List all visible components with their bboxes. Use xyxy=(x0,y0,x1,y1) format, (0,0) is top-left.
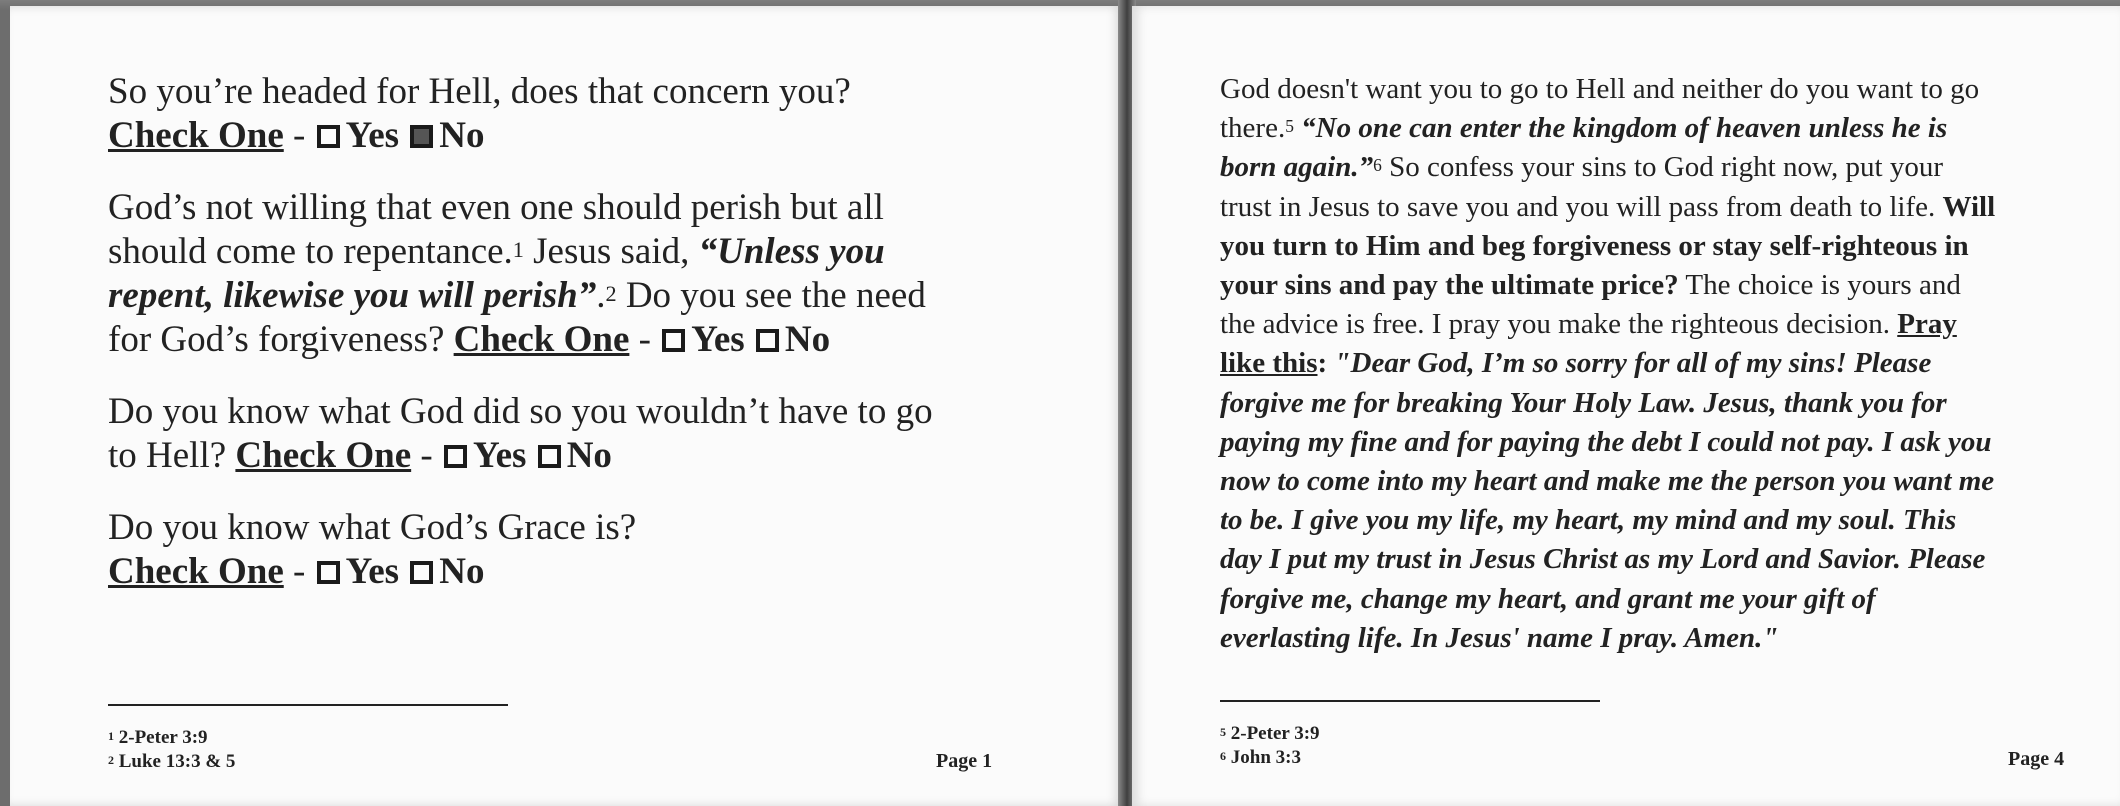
no-label: No xyxy=(439,115,485,156)
check-one-label: Check One xyxy=(235,435,412,476)
scripture-quote: born again.” xyxy=(1220,151,1374,184)
check-one-label: Check One xyxy=(108,551,284,592)
check-one-label: Check One xyxy=(453,319,630,360)
no-checkbox[interactable] xyxy=(538,445,561,468)
body-line: you turn to Him and beg forgiveness or stay self-righteous in xyxy=(1220,229,1969,262)
prayer-text: day I put my trust in Jesus Christ as my Lord and Savior. Please xyxy=(1220,543,1986,576)
no-label: No xyxy=(566,435,612,476)
prayer-text: forgive me for breaking Your Holy Law. Jesus, thank you for xyxy=(1220,386,1947,419)
body-line: trust in Jesus to save you and you will pass from death to life. Will xyxy=(1220,190,1996,223)
page-number: Page 1 xyxy=(936,750,993,772)
pray-like-this-label: Pray xyxy=(1897,308,1957,341)
page-number: Page 4 xyxy=(2008,748,2065,770)
question-text: So you’re headed for Hell, does that concern you? xyxy=(108,71,851,112)
scripture-quote: repent, likewise you will perish” xyxy=(108,275,597,316)
question-text: should come to repentance.$^1$ Jesus said, “Unless you xyxy=(108,231,885,272)
footnote-ref: 1 xyxy=(512,237,524,262)
yes-checkbox[interactable] xyxy=(317,561,340,584)
question-hell-concern xyxy=(108,70,1008,158)
footnote-ref: 5 xyxy=(1285,116,1294,137)
question-grace xyxy=(108,506,1008,594)
check-one-row: to Hell? Check One - Yes No xyxy=(108,435,612,476)
body-line: there.$^5$ “No one can enter the kingdom of heaven unless he is xyxy=(1220,112,1948,145)
body-line: God doesn't want you to go to Hell and neither do you want to go xyxy=(1220,73,1980,105)
check-one-row: Check One - Yes No xyxy=(108,115,485,156)
question-text: God’s not willing that even one should perish but all xyxy=(108,187,884,228)
scripture-quote: “No one can enter the kingdom of heaven unless he is xyxy=(1293,112,1948,145)
prayer-text: "Dear God, I’m so sorry for all of my sins! Please xyxy=(1334,347,1932,380)
footnotes xyxy=(1220,722,1320,770)
yes-label: Yes xyxy=(345,115,400,156)
yes-label: Yes xyxy=(472,435,527,476)
no-checkbox[interactable] xyxy=(756,329,779,352)
prayer-text: forgive me, change my heart, and grant me your gift of xyxy=(1220,582,1876,615)
footnote-item: $^2$ Luke 13:3 & 5 xyxy=(108,751,236,772)
footnote-divider xyxy=(1220,700,1600,702)
prayer-text: now to come into my heart and make me the person you want me xyxy=(1220,465,1995,498)
check-one-label: Check One xyxy=(108,115,284,156)
yes-checkbox[interactable] xyxy=(444,445,467,468)
scripture-quote: “Unless you xyxy=(698,231,885,272)
yes-checkbox[interactable] xyxy=(662,329,685,352)
prayer-text: everlasting life. In Jesus' name I pray. Amen." xyxy=(1220,621,1779,654)
no-checkbox[interactable] xyxy=(410,125,433,148)
footnotes xyxy=(108,726,235,774)
question-text: Do you know what God did so you wouldn’t have to go xyxy=(108,391,933,432)
footnote-ref: 6 xyxy=(1373,155,1382,176)
footnote-item: $^5$ 2-Peter 3:9 xyxy=(1220,723,1320,744)
booklet-page-1 xyxy=(10,6,1122,806)
question-text: repent, likewise you will perish”.$^2$ Do you see the need xyxy=(108,275,926,316)
check-one-row: for God’s forgiveness? Check One - Yes No xyxy=(108,319,831,360)
prayer-text: to be. I give you my life, my heart, my mind and my soul. This xyxy=(1220,504,1957,537)
booklet-page-4 xyxy=(1132,6,2120,806)
check-one-row: Check One - Yes No xyxy=(108,551,485,592)
footnote-item: $^1$ 2-Peter 3:9 xyxy=(108,727,208,748)
question-text: Do you know what God’s Grace is? xyxy=(108,507,637,548)
footnote-item: $^6$ John 3:3 xyxy=(1220,747,1301,768)
body-line: like this: "Dear God, I’m so sorry for all of my sins! Please xyxy=(1220,347,1932,380)
footnote-ref: 2 xyxy=(605,281,617,306)
body-line: your sins and pay the ultimate price? The choice is yours and xyxy=(1220,269,1961,302)
pray-like-this-label: like this xyxy=(1220,347,1318,380)
questions-section xyxy=(108,70,1008,622)
question-forgiveness xyxy=(108,186,1008,362)
body-line: the advice is free. I pray you make the righteous decision. Pray xyxy=(1220,308,1957,341)
no-label: No xyxy=(784,319,831,360)
yes-label: Yes xyxy=(345,551,400,592)
no-checkbox[interactable] xyxy=(410,561,433,584)
prayer-section xyxy=(1220,70,2080,658)
yes-checkbox[interactable] xyxy=(317,125,340,148)
question-what-god-did xyxy=(108,390,1008,478)
body-line: born again.”$^6$ So confess your sins to God right now, put your xyxy=(1220,151,1943,184)
no-label: No xyxy=(439,551,485,592)
footnote-divider xyxy=(108,704,508,706)
yes-label: Yes xyxy=(691,319,745,360)
prayer-text: paying my fine and for paying the debt I could not pay. I ask you xyxy=(1220,425,1992,458)
